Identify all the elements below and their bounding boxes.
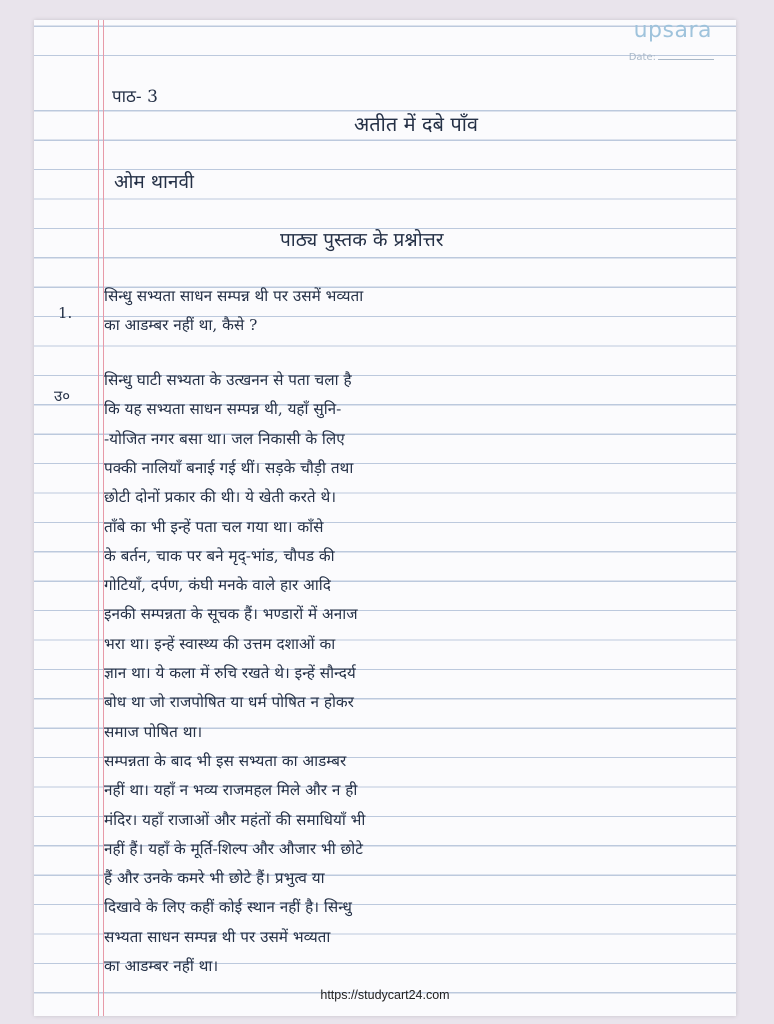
section-heading: पाठ्य पुस्तक के प्रश्नोत्तर bbox=[280, 229, 444, 251]
answer-line: पक्की नालियाँ बनाई गई थीं। सड़के चौड़ी तथा bbox=[104, 458, 354, 477]
answer-line: ज्ञान था। ये कला में रुचि रखते थे। इन्हें सौन्दर्य bbox=[104, 664, 356, 682]
source-url: https://studycart24.com bbox=[320, 988, 450, 1002]
answer-line: छोटी दोनों प्रकार की थी। ये खेती करते थे। bbox=[104, 488, 337, 507]
answer-line: दिखावे के लिए कहीं कोई स्थान नहीं है। सिन्धु bbox=[104, 898, 352, 917]
chapter-label: पाठ- 3 bbox=[112, 87, 158, 107]
author-name: ओम थानवी bbox=[114, 171, 194, 193]
answer-line: गोटियाँ, दर्पण, कंघी मनके वाले हार आदि bbox=[104, 576, 331, 595]
date-field bbox=[629, 52, 714, 63]
question-line: सिन्धु सभ्यता साधन सम्पन्न थी पर उसमें भव्यता bbox=[104, 287, 364, 305]
answer-line: मंदिर। यहाँ राजाओं और महंतों की समाधियाँ भी bbox=[104, 810, 366, 829]
lesson-title: अतीत में दबे पाँव bbox=[354, 112, 478, 136]
notebook-page bbox=[34, 20, 736, 1016]
brand-logo: upsara bbox=[633, 20, 712, 43]
date-label: Date: bbox=[628, 52, 656, 63]
answer-line: ताँबे का भी इन्हें पता चल गया था। काँसे bbox=[104, 517, 324, 536]
answer-line: बोध था जो राजपोषित या धर्म पोषित न होकर bbox=[104, 693, 354, 712]
answer-line: सम्पन्नता के बाद भी इस सभ्यता का आडम्बर bbox=[104, 751, 347, 770]
answer-line: नहीं हैं। यहाँ के मूर्ति-शिल्प और औजार भी छोटे bbox=[104, 839, 363, 858]
answer-line: के बर्तन, चाक पर बने मृद्-भांड, चौपड की bbox=[104, 546, 335, 565]
question-line: का आडम्बर नहीं था, कैसे ? bbox=[104, 316, 258, 335]
answer-line: नहीं था। यहाँ न भव्य राजमहल मिले और न ही bbox=[104, 781, 358, 800]
answer-line: समाज पोषित था। bbox=[104, 722, 203, 741]
answer-line: भरा था। इन्हें स्वास्थ्य की उत्तम दशाओं का bbox=[104, 634, 336, 653]
question-number: 1. bbox=[58, 304, 73, 322]
answer-line: सिन्धु घाटी सभ्यता के उत्खनन से पता चला है bbox=[104, 371, 352, 389]
answer-line: सभ्यता साधन सम्पन्न थी पर उसमें भव्यता bbox=[104, 927, 331, 946]
answer-line: हैं और उनके कमरे भी छोटे हैं। प्रभुत्व या bbox=[104, 869, 325, 888]
answer-line: कि यह सभ्यता साधन सम्पन्न थी, यहाँ सुनि- bbox=[104, 400, 342, 419]
answer-line: -योजित नगर बसा था। जल निकासी के लिए bbox=[104, 429, 345, 448]
answer-label: उ० bbox=[54, 387, 71, 405]
answer-line: इनकी सम्पन्नता के सूचक हैं। भण्डारों में अनाज bbox=[104, 605, 358, 624]
answer-line: का आडम्बर नहीं था। bbox=[104, 957, 219, 975]
margin-line-left bbox=[98, 20, 99, 1016]
